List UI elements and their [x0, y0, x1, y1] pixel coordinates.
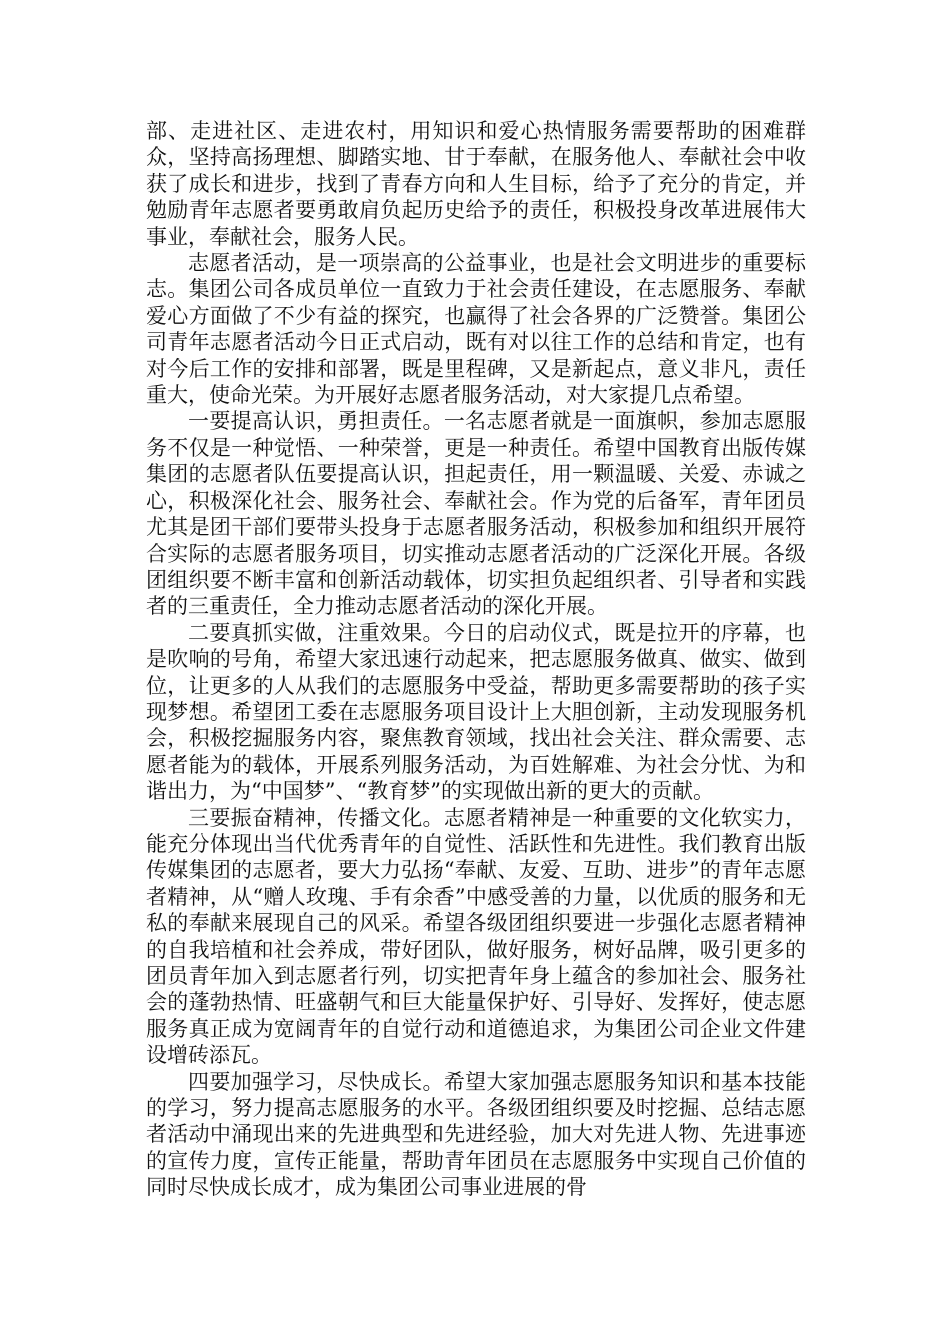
paragraph-hope-one: 一要提高认识，勇担责任。一名志愿者就是一面旗帜，参加志愿服务不仅是一种觉悟、一种荣誉，更是一种责任。希望中国教育出版传媒集团的志愿者队伍要提高认识，担起责任，用一颗温暖、关爱、赤诚之心，积极深化社会、服务社会、奉献社会。作为党的后备军，青年团员尤其是团干部们要带头投身于志愿者服务活动，积极参加和组织开展符合实际的志愿者服务项目，切实推动志愿者活动的广泛深化开展。各级团组织要不断丰富和创新活动载体，切实担负起组织者、引导者和实践者的三重责任，全力推动志愿者活动的深化开展。 [146, 409, 806, 619]
paragraph-continuation: 部、走进社区、走进农村，用知识和爱心热情服务需要帮助的困难群众，坚持高扬理想、脚踏实地、甘于奉献，在服务他人、奉献社会中收获了成长和进步，找到了青春方向和人生目标，给予了充分的肯定，并勉励青年志愿者要勇敢肩负起历史给予的责任，积极投身改革进展伟大事业，奉献社会，服务人民。 [146, 119, 806, 249]
paragraph-hope-three: 三要振奋精神，传播文化。志愿者精神是一种重要的文化软实力，能充分体现出当代优秀青年的自觉性、活跃性和先进性。我们教育出版传媒集团的志愿者，要大力弘扬“奉献、友爱、互助、进步”的青年志愿者精神，从“赠人玫瑰、手有余香”中感受善的力量，以优质的服务和无私的奉献来展现自己的风采。希望各级团组织要进一步强化志愿者精神的自我培植和社会养成，带好团队，做好服务，树好品牌，吸引更多的团员青年加入到志愿者行列，切实把青年身上蕴含的参加社会、服务社会的蓬勃热情、旺盛朝气和巨大能量保护好、引导好、发挥好，使志愿服务真正成为宽阔青年的自觉行动和道德追求，为集团公司企业文件建设增砖添瓦。 [146, 805, 806, 1068]
paragraph-hope-two: 二要真抓实做，注重效果。今日的启动仪式，既是拉开的序幕，也是吹响的号角，希望大家迅速行动起来，把志愿服务做真、做实、做到位，让更多的人从我们的志愿服务中受益，帮助更多需要帮助的孩子实现梦想。希望团工委在志愿服务项目设计上大胆创新，主动发现服务机会，积极挖掘服务内容，聚焦教育领域，找出社会关注、群众需要、志愿者能为的载体，开展系列服务活动，为百姓解难、为社会分忧、为和谐出力，为“中国梦”、“教育梦”的实现做出新的更大的贡献。 [146, 620, 806, 804]
document-body [146, 118, 806, 1201]
paragraph-volunteer-activity: 志愿者活动，是一项崇高的公益事业，也是社会文明进步的重要标志。集团公司各成员单位一直致力于社会责任建设，在志愿服务、奉献爱心方面做了不少有益的探究，也赢得了社会各界的广泛赞誉。集团公司青年志愿者活动今日正式启动，既有对以往工作的总结和肯定，也有对今后工作的安排和部署，既是里程碑，又是新起点，意义非凡，责任重大，使命光荣。为开展好志愿者服务活动，对大家提几点希望。 [146, 251, 806, 408]
paragraph-hope-four: 四要加强学习，尽快成长。希望大家加强志愿服务知识和基本技能的学习，努力提高志愿服务的水平。各级团组织要及时挖掘、总结志愿者活动中涌现出来的先进典型和先进经验，加大对先进人物、先进事迹的宣传力度，宣传正能量，帮助青年团员在志愿服务中实现自己价值的同时尽快成长成才，成为集团公司事业进展的骨 [146, 1069, 806, 1200]
